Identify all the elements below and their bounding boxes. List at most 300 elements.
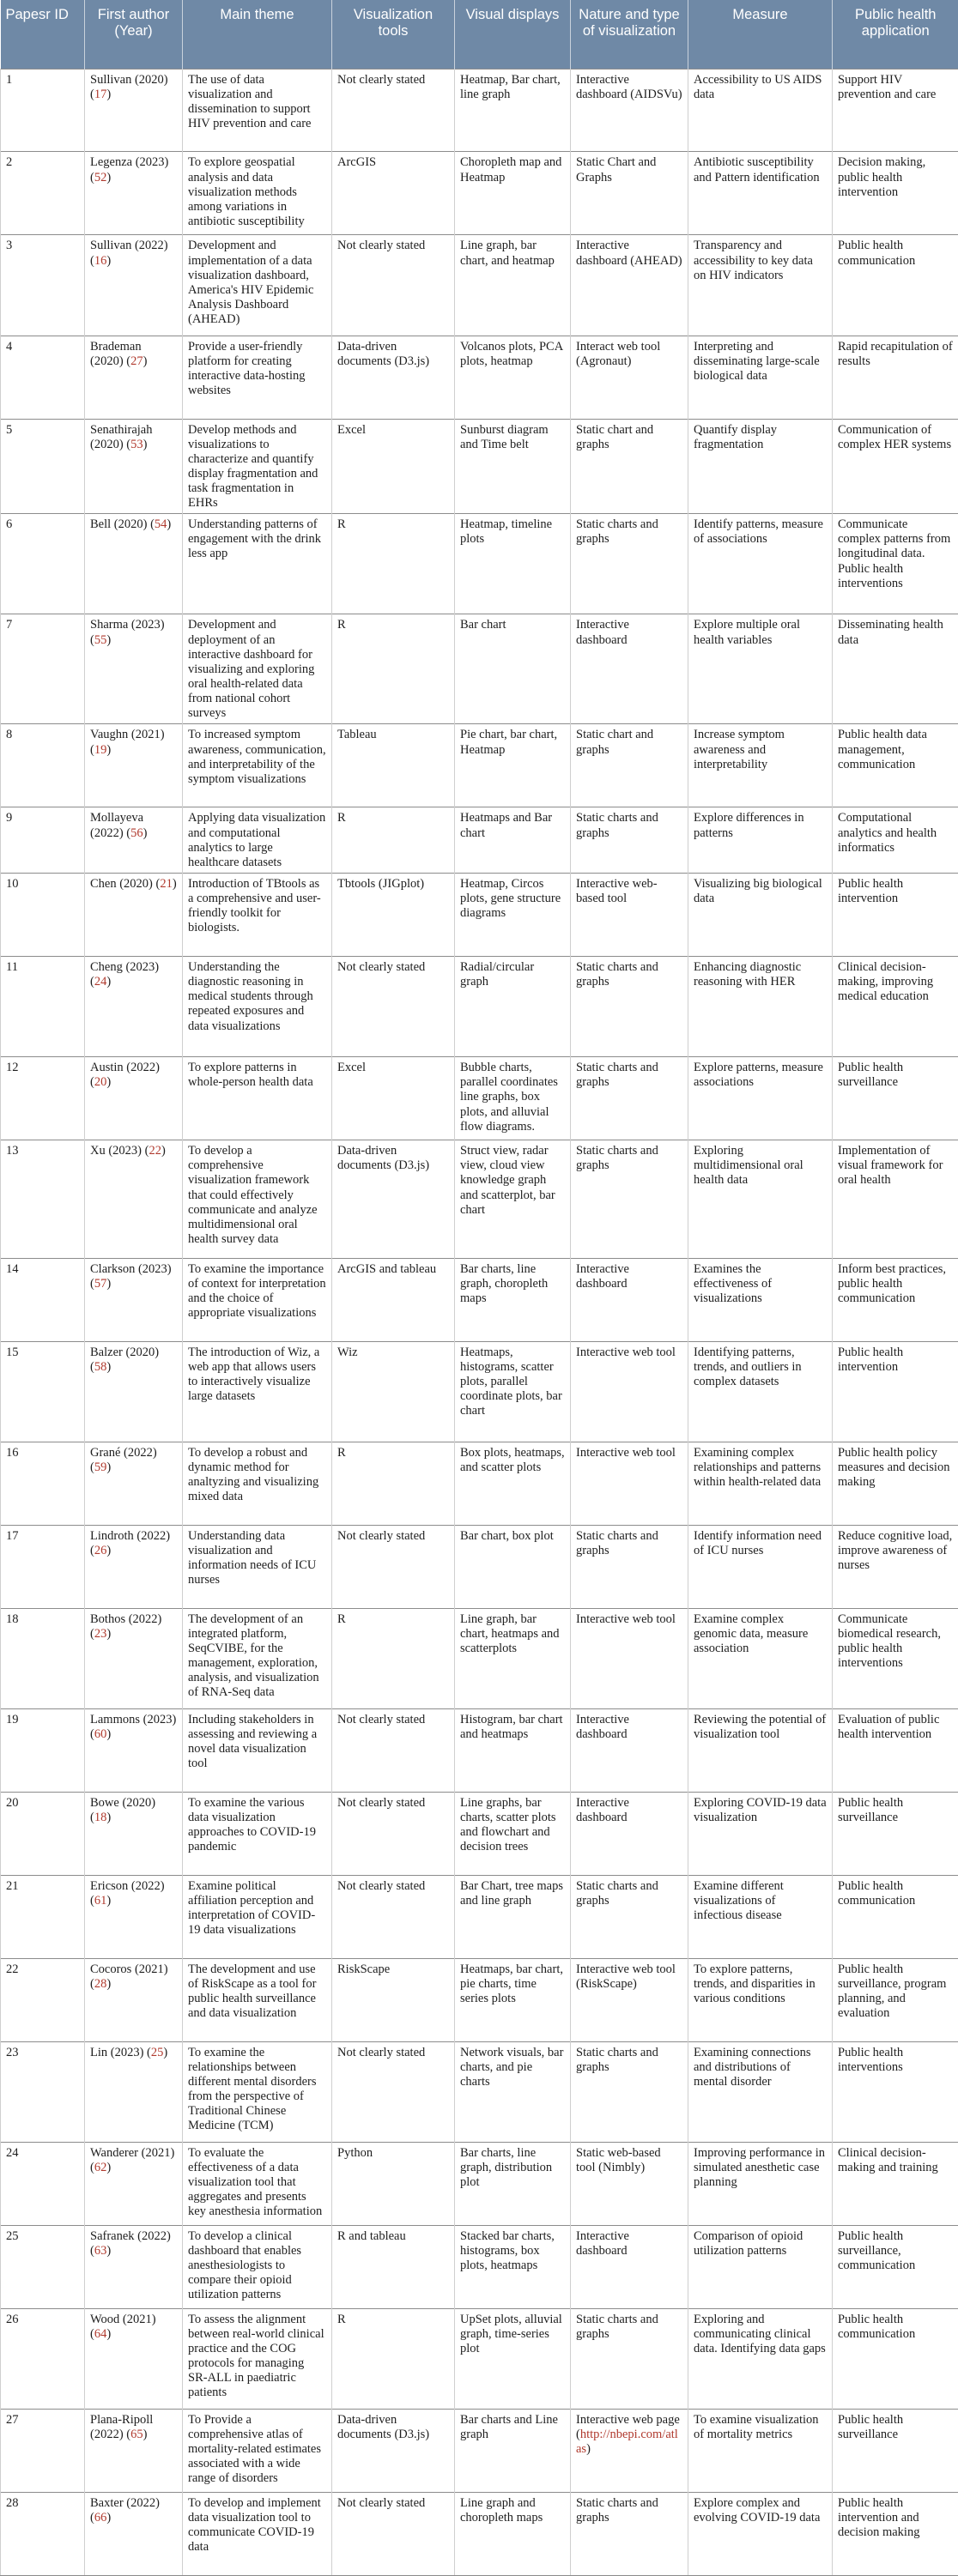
visualization-tools-cell: R — [332, 614, 455, 724]
measure-cell: Comparison of opioid utilization patterns — [688, 2225, 833, 2308]
nature-text: Static chart and graphs — [576, 728, 654, 757]
visual-displays-cell: Bar chart — [455, 614, 571, 724]
table-row — [1, 69, 958, 152]
author-name: Vaughn (2021) ( — [90, 728, 165, 757]
reference-close-paren: ) — [106, 1976, 112, 1991]
nature-text: Static charts and graphs — [576, 1061, 658, 1090]
header-first-author: First author (Year) — [85, 0, 183, 69]
public-health-application-cell: Public health communication — [833, 1875, 958, 1958]
first-author-cell — [85, 614, 183, 724]
author-name: Cocoros (2021) ( — [90, 1962, 168, 1991]
reference-close-paren: ) — [142, 825, 148, 840]
public-health-application-cell: Communicate biomedical research, public health interventions — [833, 1608, 958, 1708]
table-header-row — [1, 0, 958, 69]
paper-id-cell: 24 — [1, 2142, 85, 2225]
visual-displays-cell: Bar Chart, tree maps and line graph — [455, 1875, 571, 1958]
reference-close-paren: ) — [106, 742, 112, 757]
reference-close-paren: ) — [106, 1075, 112, 1090]
visual-displays-cell: Heatmap, Circos plots, gene structure diagrams — [455, 874, 571, 957]
visualization-tools-cell: Not clearly stated — [332, 2041, 455, 2142]
table-row — [1, 152, 958, 235]
nature-type-cell — [571, 807, 688, 874]
measure-cell: Exploring multidimensional oral health data — [688, 1140, 833, 1258]
table-row — [1, 514, 958, 614]
public-health-application-cell: Public health communication — [833, 235, 958, 336]
measure-cell: Examining connections and distributions of mental disorder — [688, 2041, 833, 2142]
nature-type-cell — [571, 1875, 688, 1958]
nature-text: Interactive web tool — [576, 1445, 676, 1460]
table-row — [1, 614, 958, 724]
public-health-application-cell: Public health data management, communication — [833, 724, 958, 807]
public-health-application-cell: Support HIV prevention and care — [833, 69, 958, 152]
author-name: Safranek (2022) ( — [90, 2228, 171, 2258]
reference-link[interactable]: 25 — [150, 2045, 164, 2059]
visual-displays-cell: Heatmaps and Bar chart — [455, 807, 571, 874]
paper-id-cell: 9 — [1, 807, 85, 874]
header-paper-id: Papesr ID — [1, 0, 85, 69]
public-health-application-cell: Public health surveillance, program planning, and evaluation — [833, 1958, 958, 2041]
author-name: Balzer (2020) ( — [90, 1345, 160, 1374]
reference-link[interactable]: 56 — [130, 825, 143, 840]
visualization-tools-cell: Not clearly stated — [332, 2492, 455, 2575]
nature-type-cell — [571, 2225, 688, 2308]
author-name: Bowe (2020) ( — [90, 1795, 156, 1824]
table-row — [1, 1792, 958, 1875]
table-row — [1, 1608, 958, 1708]
main-theme-cell: The use of data visualization and dissemination to support HIV prevention and care — [183, 69, 332, 152]
reference-link[interactable]: 66 — [94, 2510, 107, 2525]
first-author-cell — [85, 957, 183, 1057]
visual-displays-cell: Pie chart, bar chart, Heatmap — [455, 724, 571, 807]
paper-id-cell: 16 — [1, 1442, 85, 1525]
author-name: Cheng (2023) ( — [90, 960, 160, 989]
nature-text: Interactive web tool — [576, 1612, 676, 1626]
visual-displays-cell: UpSet plots, alluvial graph, time-series plot — [455, 2308, 571, 2409]
author-name: Lindroth (2022) ( — [90, 1528, 171, 1557]
public-health-application-cell: Decision making, public health intervention — [833, 152, 958, 235]
paper-id-cell: 22 — [1, 1958, 85, 2041]
main-theme-cell: Understanding data visualization and information needs of ICU nurses — [183, 1525, 332, 1608]
main-theme-cell: To develop a clinical dashboard that enables anesthesiologists to compare their opioid utilization patterns — [183, 2225, 332, 2308]
reference-link[interactable]: 16 — [94, 253, 107, 268]
table-row — [1, 235, 958, 336]
nature-type-cell — [571, 1341, 688, 1442]
header-visual-displays: Visual displays — [455, 0, 571, 69]
reference-close-paren: ) — [106, 632, 112, 647]
public-health-application-cell: Rapid recapitulation of results — [833, 336, 958, 419]
nature-type-cell — [571, 69, 688, 152]
visual-displays-cell: Stacked bar charts, histograms, box plots, heatmaps — [455, 2225, 571, 2308]
nature-text: Static charts and graphs — [576, 1144, 658, 1173]
main-theme-cell: To develop a robust and dynamic method for analtyzing and visualizing mixed data — [183, 1442, 332, 1525]
visualization-tools-cell: Not clearly stated — [332, 1792, 455, 1875]
nature-type-cell — [571, 724, 688, 807]
visual-displays-cell: Choropleth map and Heatmap — [455, 152, 571, 235]
nature-text: Static chart and graphs — [576, 422, 654, 451]
paper-id-cell: 26 — [1, 2308, 85, 2409]
author-name: Bell (2020) ( — [90, 517, 155, 532]
nature-type-cell — [571, 1708, 688, 1792]
reference-close-paren: ) — [106, 2160, 112, 2174]
author-name: Baxter (2022) ( — [90, 2495, 160, 2525]
measure-cell: Explore differences in patterns — [688, 807, 833, 874]
public-health-application-cell: Reduce cognitive load, improve awareness of nurses — [833, 1525, 958, 1608]
first-author-cell — [85, 1708, 183, 1792]
public-health-application-cell: Public health communication — [833, 2308, 958, 2409]
public-health-application-cell: Public health surveillance — [833, 1792, 958, 1875]
header-nature-type: Nature and type of visualization — [571, 0, 688, 69]
reference-close-paren: ) — [142, 354, 148, 368]
first-author-cell — [85, 724, 183, 807]
header-main-theme: Main theme — [183, 0, 332, 69]
main-theme-cell: Development and implementation of a data visualization dashboard, America's HIV Epidemic Analysis Dashboard (AHEAD) — [183, 235, 332, 336]
reference-link[interactable]: 65 — [130, 2427, 143, 2441]
main-theme-cell: Understanding the diagnostic reasoning in medical students through repeated exposures and data visualizations — [183, 957, 332, 1057]
first-author-cell — [85, 1258, 183, 1341]
main-theme-cell: To increased symptom awareness, communication, and interpretability of the symptom visualizations — [183, 724, 332, 807]
nature-text: Interactive dashboard — [576, 618, 629, 647]
main-theme-cell: To examine the relationships between different mental disorders from the perspective of Traditional Chinese Medicine (TCM) — [183, 2041, 332, 2142]
paper-id-cell: 21 — [1, 1875, 85, 1958]
measure-cell: Identify information need of ICU nurses — [688, 1525, 833, 1608]
paper-id-cell: 28 — [1, 2492, 85, 2575]
public-health-application-cell: Clinical decision-making and training — [833, 2142, 958, 2225]
header-measure: Measure — [688, 0, 833, 69]
first-author-cell — [85, 1525, 183, 1608]
first-author-cell — [85, 2142, 183, 2225]
paper-id-cell: 17 — [1, 1525, 85, 1608]
main-theme-cell: To explore patterns in whole-person health data — [183, 1057, 332, 1140]
visualization-tools-cell: Not clearly stated — [332, 69, 455, 152]
table-row — [1, 336, 958, 419]
first-author-cell — [85, 2492, 183, 2575]
paper-id-cell: 11 — [1, 957, 85, 1057]
reference-link[interactable]: 21 — [160, 877, 173, 892]
author-name: Xu (2023) ( — [90, 1144, 149, 1158]
author-name: Wanderer (2021) ( — [90, 2145, 175, 2174]
table-row — [1, 2225, 958, 2308]
nature-type-cell — [571, 614, 688, 724]
first-author-cell — [85, 514, 183, 614]
main-theme-cell: To Provide a comprehensive atlas of mortality-related estimates associated with a wide range of disorders — [183, 2409, 332, 2492]
measure-cell: To explore patterns, trends, and disparities in various conditions — [688, 1958, 833, 2041]
public-health-application-cell: Clinical decision-making, improving medical education — [833, 957, 958, 1057]
measure-cell: Identify patterns, measure of associations — [688, 514, 833, 614]
nature-text: Interact web tool (Agronaut) — [576, 339, 661, 368]
visual-displays-cell: Bar chart, box plot — [455, 1525, 571, 1608]
public-health-application-cell: Computational analytics and health informatics — [833, 807, 958, 874]
nature-text: Static charts and graphs — [576, 811, 658, 840]
reference-link[interactable]: 61 — [94, 1893, 107, 1908]
reference-close-paren: ) — [106, 2326, 112, 2341]
public-health-application-cell: Implementation of visual framework for oral health — [833, 1140, 958, 1258]
first-author-cell — [85, 152, 183, 235]
public-health-application-cell: Public health policy measures and decision making — [833, 1442, 958, 1525]
visualization-tools-cell: Data-driven documents (D3.js) — [332, 336, 455, 419]
reference-link[interactable]: 55 — [94, 632, 107, 647]
paper-id-cell: 7 — [1, 614, 85, 724]
visualization-tools-cell: Excel — [332, 1057, 455, 1140]
measure-cell: Examining complex relationships and patterns within health-related data — [688, 1442, 833, 1525]
public-health-application-cell: Disseminating health data — [833, 614, 958, 724]
nature-type-cell — [571, 2308, 688, 2409]
visual-displays-cell: Network visuals, bar charts, and pie charts — [455, 2041, 571, 2142]
nature-type-cell — [571, 1525, 688, 1608]
atlas-url-link[interactable]: http://nbepi.com/atlas — [576, 2427, 678, 2456]
nature-text: Static web-based tool (Nimbly) — [576, 2145, 661, 2174]
public-health-application-cell: Public health intervention — [833, 874, 958, 957]
first-author-cell — [85, 807, 183, 874]
first-author-cell — [85, 1608, 183, 1708]
main-theme-cell: Understanding patterns of engagement with the drink less app — [183, 514, 332, 614]
visual-displays-cell: Box plots, heatmaps, and scatter plots — [455, 1442, 571, 1525]
measure-cell: Examine complex genomic data, measure association — [688, 1608, 833, 1708]
main-theme-cell: To examine the various data visualization approaches to COVID-19 pandemic — [183, 1792, 332, 1875]
reference-link[interactable]: 59 — [94, 1460, 107, 1474]
reference-close-paren: ) — [167, 517, 172, 532]
reference-close-paren: ) — [161, 1144, 166, 1158]
measure-cell: Improving performance in simulated anesthetic case planning — [688, 2142, 833, 2225]
nature-type-cell — [571, 1608, 688, 1708]
visual-displays-cell: Bar charts, line graph, choropleth maps — [455, 1258, 571, 1341]
main-theme-cell: Applying data visualization and computational analytics to large healthcare datasets — [183, 807, 332, 874]
author-name: Ericson (2022) ( — [90, 1878, 165, 1908]
measure-cell: Visualizing big biological data — [688, 874, 833, 957]
visual-displays-cell: Volcanos plots, PCA plots, heatmap — [455, 336, 571, 419]
nature-type-cell — [571, 2041, 688, 2142]
visualization-tools-cell: ArcGIS and tableau — [332, 1258, 455, 1341]
nature-text: Static Chart and Graphs — [576, 155, 657, 184]
paper-id-cell: 18 — [1, 1608, 85, 1708]
public-health-application-cell: Public health surveillance — [833, 2409, 958, 2492]
main-theme-cell: To evaluate the effectiveness of a data visualization tool that aggregates and presents key anesthesia information — [183, 2142, 332, 2225]
reference-link[interactable]: 24 — [94, 975, 107, 989]
reference-close-paren: ) — [106, 1726, 112, 1741]
nature-type-cell — [571, 2492, 688, 2575]
visual-displays-cell: Line graph, bar chart, heatmaps and scatterplots — [455, 1608, 571, 1708]
first-author-cell — [85, 1057, 183, 1140]
paper-id-cell: 23 — [1, 2041, 85, 2142]
visualization-tools-cell: Excel — [332, 419, 455, 514]
first-author-cell — [85, 235, 183, 336]
measure-cell: Accessibility to US AIDS data — [688, 69, 833, 152]
paper-id-cell: 10 — [1, 874, 85, 957]
header-public-health-application: Public health application — [833, 0, 958, 69]
author-name: Mollayeva (2022) ( — [90, 811, 144, 840]
reference-link[interactable]: 22 — [149, 1144, 161, 1158]
table-row — [1, 1958, 958, 2041]
nature-text: Interactive web page ( — [576, 2412, 680, 2441]
measure-cell: Antibiotic susceptibility and Pattern identification — [688, 152, 833, 235]
author-name: Bothos (2022) ( — [90, 1612, 162, 1641]
reference-link[interactable]: 58 — [94, 1359, 107, 1374]
visualization-tools-cell: R — [332, 1608, 455, 1708]
first-author-cell — [85, 2225, 183, 2308]
visualization-tools-cell: R — [332, 1442, 455, 1525]
reference-link[interactable]: 63 — [94, 2243, 107, 2258]
reference-link[interactable]: 18 — [94, 1810, 107, 1824]
first-author-cell — [85, 1958, 183, 2041]
nature-type-cell — [571, 336, 688, 419]
table-row — [1, 2041, 958, 2142]
nature-text: Interactive web tool (RiskScape) — [576, 1962, 676, 1991]
table-row — [1, 874, 958, 957]
main-theme-cell: To assess the alignment between real-world clinical practice and the COG protocols for managing SR-ALL in paediatric patients — [183, 2308, 332, 2409]
reference-link[interactable]: 54 — [154, 517, 167, 532]
reference-close-paren: ) — [106, 1543, 112, 1557]
table-row — [1, 1140, 958, 1258]
measure-cell: Enhancing diagnostic reasoning with HER — [688, 957, 833, 1057]
paper-id-cell: 13 — [1, 1140, 85, 1258]
reference-close-paren: ) — [106, 253, 112, 268]
public-health-application-cell: Evaluation of public health intervention — [833, 1708, 958, 1792]
reference-link[interactable]: 19 — [94, 742, 107, 757]
public-health-application-cell: Public health intervention and decision making — [833, 2492, 958, 2575]
reference-link[interactable]: 27 — [130, 354, 143, 368]
table-row — [1, 1341, 958, 1442]
public-health-application-cell: Public health surveillance — [833, 1057, 958, 1140]
measure-cell: Interpreting and disseminating large-scale biological data — [688, 336, 833, 419]
reference-close-paren: ) — [142, 437, 148, 451]
author-name: Clarkson (2023) ( — [90, 1261, 172, 1291]
visualization-tools-cell: Not clearly stated — [332, 1525, 455, 1608]
measure-cell: To examine visualization of mortality metrics — [688, 2409, 833, 2492]
nature-type-cell — [571, 152, 688, 235]
main-theme-cell: Including stakeholders in assessing and reviewing a novel data visualization tool — [183, 1708, 332, 1792]
table-row — [1, 724, 958, 807]
paper-id-cell: 14 — [1, 1258, 85, 1341]
nature-text: Interactive dashboard — [576, 1261, 629, 1291]
measure-cell: Quantify display fragmentation — [688, 419, 833, 514]
nature-close-paren: ) — [586, 2442, 591, 2456]
reference-close-paren: ) — [163, 2045, 168, 2059]
public-health-application-cell: Communication of complex HER systems — [833, 419, 958, 514]
nature-text: Static charts and graphs — [576, 1878, 658, 1908]
author-name: Sullivan (2022) ( — [90, 239, 168, 268]
visualization-tools-cell: Data-driven documents (D3.js) — [332, 1140, 455, 1258]
public-health-application-cell: Public health intervention — [833, 1341, 958, 1442]
first-author-cell — [85, 1442, 183, 1525]
table-row — [1, 2409, 958, 2492]
public-health-application-cell: Communicate complex patterns from longitudinal data. Public health interventions — [833, 514, 958, 614]
nature-type-cell — [571, 1140, 688, 1258]
author-name: Sullivan (2020) ( — [90, 72, 168, 101]
first-author-cell — [85, 419, 183, 514]
visual-displays-cell: Histogram, bar chart and heatmaps — [455, 1708, 571, 1792]
main-theme-cell: Develop methods and visualizations to characterize and quantify display fragmentation and task fragmentation in EHRs — [183, 419, 332, 514]
reference-link[interactable]: 57 — [94, 1276, 107, 1291]
visual-displays-cell: Line graph, bar chart, and heatmap — [455, 235, 571, 336]
paper-id-cell: 27 — [1, 2409, 85, 2492]
author-name: Chen (2020) ( — [90, 877, 161, 892]
reference-link[interactable]: 60 — [94, 1726, 107, 1741]
first-author-cell — [85, 1875, 183, 1958]
reference-link[interactable]: 17 — [94, 87, 107, 101]
reference-link[interactable]: 64 — [94, 2326, 107, 2341]
nature-type-cell — [571, 235, 688, 336]
nature-text: Interactive dashboard — [576, 2228, 629, 2258]
table-row — [1, 957, 958, 1057]
paper-id-cell: 4 — [1, 336, 85, 419]
reference-link[interactable]: 53 — [130, 437, 143, 451]
author-name: Wood (2021) ( — [90, 2312, 156, 2341]
visual-displays-cell: Bar charts, line graph, distribution plot — [455, 2142, 571, 2225]
visualization-tools-cell: RiskScape — [332, 1958, 455, 2041]
author-name: Plana-Ripoll (2022) ( — [90, 2412, 154, 2441]
paper-id-cell: 8 — [1, 724, 85, 807]
table-row — [1, 807, 958, 874]
nature-text: Static charts and graphs — [576, 1528, 658, 1557]
first-author-cell — [85, 1341, 183, 1442]
measure-cell: Examines the effectiveness of visualizations — [688, 1258, 833, 1341]
table-row — [1, 1708, 958, 1792]
visualization-tools-cell: Python — [332, 2142, 455, 2225]
author-name: Sharma (2023) ( — [90, 618, 165, 647]
visualization-tools-cell: Not clearly stated — [332, 235, 455, 336]
visualization-tools-cell: R — [332, 2308, 455, 2409]
reference-close-paren: ) — [106, 1276, 112, 1291]
measure-cell: Exploring COVID-19 data visualization — [688, 1792, 833, 1875]
visualization-tools-cell: Wiz — [332, 1341, 455, 1442]
nature-text: Interactive web tool — [576, 1345, 676, 1359]
measure-cell: Identifying patterns, trends, and outliers in complex datasets — [688, 1341, 833, 1442]
reference-link[interactable]: 26 — [94, 1543, 107, 1557]
visual-displays-cell: Line graphs, bar charts, scatter plots and flowchart and decision trees — [455, 1792, 571, 1875]
visualization-tools-cell: Not clearly stated — [332, 1875, 455, 1958]
main-theme-cell: Development and deployment of an interactive dashboard for visualizing and exploring oral health-related data from national cohort surveys — [183, 614, 332, 724]
visual-displays-cell: Heatmap, timeline plots — [455, 514, 571, 614]
visualization-tools-cell: R — [332, 807, 455, 874]
measure-cell: Reviewing the potential of visualization tool — [688, 1708, 833, 1792]
paper-id-cell: 5 — [1, 419, 85, 514]
visual-displays-cell: Line graph and choropleth maps — [455, 2492, 571, 2575]
visual-displays-cell: Radial/circular graph — [455, 957, 571, 1057]
first-author-cell — [85, 2308, 183, 2409]
reference-link[interactable]: 52 — [94, 170, 107, 184]
reference-link[interactable]: 20 — [94, 1075, 107, 1090]
nature-type-cell — [571, 1442, 688, 1525]
visual-displays-cell: Bubble charts, parallel coordinates line graphs, box plots, and alluvial flow diagrams. — [455, 1057, 571, 1140]
reference-link[interactable]: 23 — [94, 1626, 107, 1641]
nature-text: Interactive dashboard (AIDSVu) — [576, 72, 682, 101]
main-theme-cell: The development and use of RiskScape as a tool for public health surveillance and data visualization — [183, 1958, 332, 2041]
reference-close-paren: ) — [106, 170, 112, 184]
paper-id-cell: 20 — [1, 1792, 85, 1875]
visual-displays-cell: Heatmaps, bar chart, pie charts, time series plots — [455, 1958, 571, 2041]
nature-type-cell — [571, 874, 688, 957]
table-row — [1, 1442, 958, 1525]
main-theme-cell: The development of an integrated platform, SeqCVIBE, for the management, exploration, analysis, and visualization of RNA-Seq data — [183, 1608, 332, 1708]
author-name: Legenza (2023) ( — [90, 155, 169, 184]
visual-displays-cell: Sunburst diagram and Time belt — [455, 419, 571, 514]
measure-cell: Transparency and accessibility to key data on HIV indicators — [688, 235, 833, 336]
nature-type-cell — [571, 1958, 688, 2041]
visualization-tools-cell: Not clearly stated — [332, 957, 455, 1057]
reference-close-paren: ) — [106, 1460, 112, 1474]
reference-link[interactable]: 62 — [94, 2160, 107, 2174]
author-name: Lammons (2023) ( — [90, 1712, 177, 1741]
measure-cell: Explore patterns, measure associations — [688, 1057, 833, 1140]
visual-displays-cell: Heatmaps, histograms, scatter plots, parallel coordinate plots, bar chart — [455, 1341, 571, 1442]
main-theme-cell: To explore geospatial analysis and data visualization methods among variations in antibiotic susceptibility — [183, 152, 332, 235]
reference-link[interactable]: 28 — [94, 1976, 107, 1991]
nature-type-cell — [571, 419, 688, 514]
main-theme-cell: To develop and implement data visualization tool to communicate COVID-19 data — [183, 2492, 332, 2575]
main-theme-cell: The introduction of Wiz, a web app that allows users to interactively visualize large datasets — [183, 1341, 332, 1442]
main-theme-cell: Provide a user-friendly platform for creating interactive data-hosting websites — [183, 336, 332, 419]
reference-close-paren: ) — [106, 975, 112, 989]
table-row — [1, 419, 958, 514]
